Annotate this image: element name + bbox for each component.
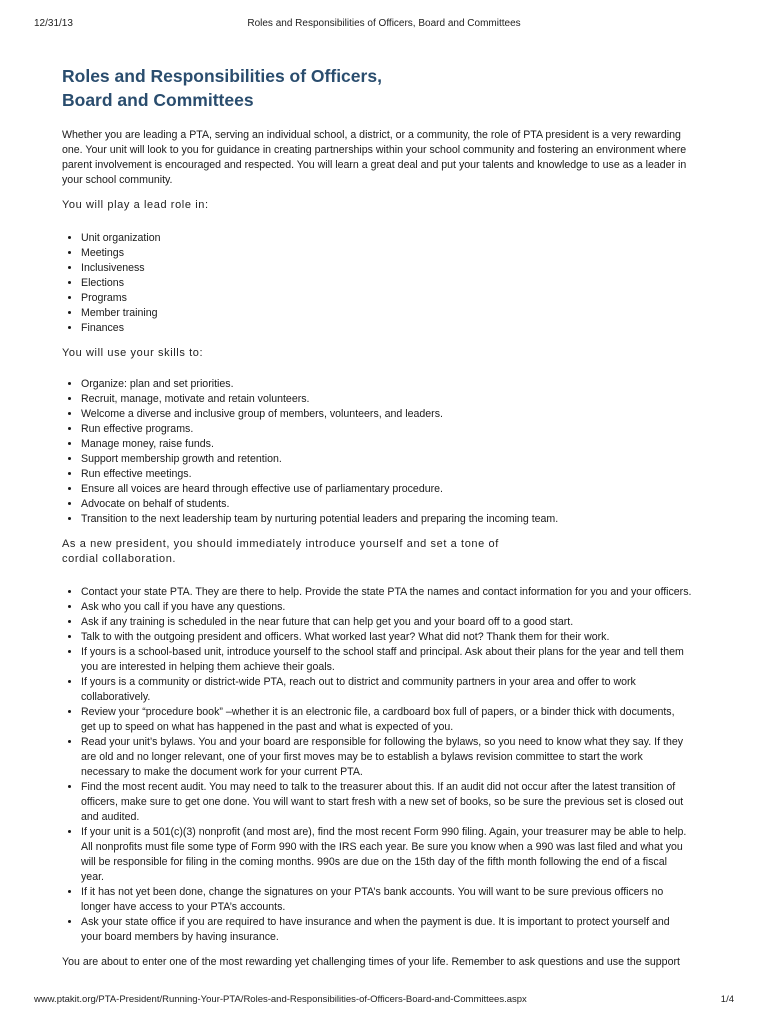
list-item: • Ask if any training is scheduled in the near future that can help get you and your board off to a good start. (81, 615, 692, 630)
skills-heading: You will use your skills to: (62, 347, 204, 359)
list-item: • Talk to with the outgoing president and officers. What worked last year? What did not? Thank them for their work. (81, 630, 692, 645)
page-number: 1/4 (720, 994, 734, 1005)
list-item: • Manage money, raise funds. (81, 437, 692, 452)
new-president-heading: As a new president, you should immediately introduce yourself and set a tone of cordial collaboration. (62, 538, 499, 565)
list-item: • Support membership growth and retention. (81, 452, 692, 467)
print-page-title: Roles and Responsibilities of Officers, Board and Committees (247, 18, 521, 29)
list-item: • If your unit is a 501(c)(3) nonprofit (and most are), find the most recent Form 990 filing. Again, your treasurer may be able to help. All nonprofits must file some type of Form 990 with the IRS each year. Be sure you know when a 990 was last filed and what you will be responsible for filing in the coming months. 990s are due on the 15th day of the fifth month following the end of a fiscal year. (81, 825, 692, 885)
list-item: • If yours is a school-based unit, introduce yourself to the school staff and principal. Ask about their plans for the year and tell them you are interested in helping them achieve their goals. (81, 645, 692, 675)
intro-paragraph: Whether you are leading a PTA, serving an individual school, a district, or a community, the role of PTA president is a very rewarding one. Your unit will look to you for guidance in creating partnerships within your school community and fostering an environment where parent involvement is encouraged and respected. You will learn a great deal and put your talents and knowledge to use as a leader in your school community. (62, 129, 687, 186)
list-item: • Transition to the next leadership team by nurturing potential leaders and preparing the incoming team. (81, 512, 692, 527)
list-item: • If it has not yet been done, change the signatures on your PTA’s bank accounts. You will want to be sure previous officers no longer have access to your PTA’s accounts. (81, 885, 692, 915)
list-item: • Organize: plan and set priorities. (81, 377, 692, 392)
print-header (34, 18, 734, 32)
list-item: • Programs (81, 291, 692, 306)
list-item: • Recruit, manage, motivate and retain volunteers. (81, 392, 692, 407)
print-footer (34, 994, 734, 1008)
list-item: • Finances (81, 321, 692, 336)
list-item: • Advocate on behalf of students. (81, 497, 692, 512)
list-item: • Ask who you call if you have any questions. (81, 600, 692, 615)
new-president-list (62, 585, 692, 945)
list-item: • Elections (81, 276, 692, 291)
article-title-line-1: Roles and Responsibilities of Officers, (62, 66, 382, 86)
list-item: • If yours is a community or district-wide PTA, reach out to district and community partners in your area and offer to work collaboratively. (81, 675, 692, 705)
lead-role-heading: You will play a lead role in: (62, 199, 209, 211)
article-title (62, 64, 692, 112)
list-item: • Meetings (81, 246, 692, 261)
list-item: • Welcome a diverse and inclusive group of members, volunteers, and leaders. (81, 407, 692, 422)
list-item: • Review your “procedure book” –whether it is an electronic file, a cardboard box full of papers, or a binder thick with documents, get up to speed on what has happened in the past and what is expected of you. (81, 705, 692, 735)
list-item: • Member training (81, 306, 692, 321)
list-item: • Contact your state PTA. They are there to help. Provide the state PTA the names and contact information for you and your officers. (81, 585, 692, 600)
article-title-line-2: Board and Committees (62, 90, 254, 110)
list-item: • Run effective programs. (81, 422, 692, 437)
list-item: • Inclusiveness (81, 261, 692, 276)
list-item: • Ask your state office if you are required to have insurance and when the payment is due. It is important to protect yourself and your board members by having insurance. (81, 915, 692, 945)
list-item: • Ensure all voices are heard through effective use of parliamentary procedure. (81, 482, 692, 497)
article (62, 64, 692, 980)
skills-list (62, 377, 692, 527)
list-item: • Read your unit’s bylaws. You and your board are responsible for following the bylaws, so you need to know what they say. If they are old and no longer relevant, one of your first moves may be to establish a bylaws revision committee to start the work necessary to make the document work for your current PTA. (81, 735, 692, 780)
page-url: www.ptakit.org/PTA-President/Running-Your-PTA/Roles-and-Responsibilities-of-Officers-Board-and-Committees.aspx (34, 994, 527, 1005)
closing-paragraph: You are about to enter one of the most rewarding yet challenging times of your life. Remember to ask questions and use the support (62, 956, 680, 968)
print-date: 12/31/13 (34, 18, 73, 29)
list-item: • Find the most recent audit. You may need to talk to the treasurer about this. If an audit did not occur after the latest transition of officers, make sure to get one done. You will want to start fresh with a new set of books, so be sure the previous set is closed out and audited. (81, 780, 692, 825)
list-item: • Run effective meetings. (81, 467, 692, 482)
lead-role-list (62, 231, 692, 336)
list-item: • Unit organization (81, 231, 692, 246)
